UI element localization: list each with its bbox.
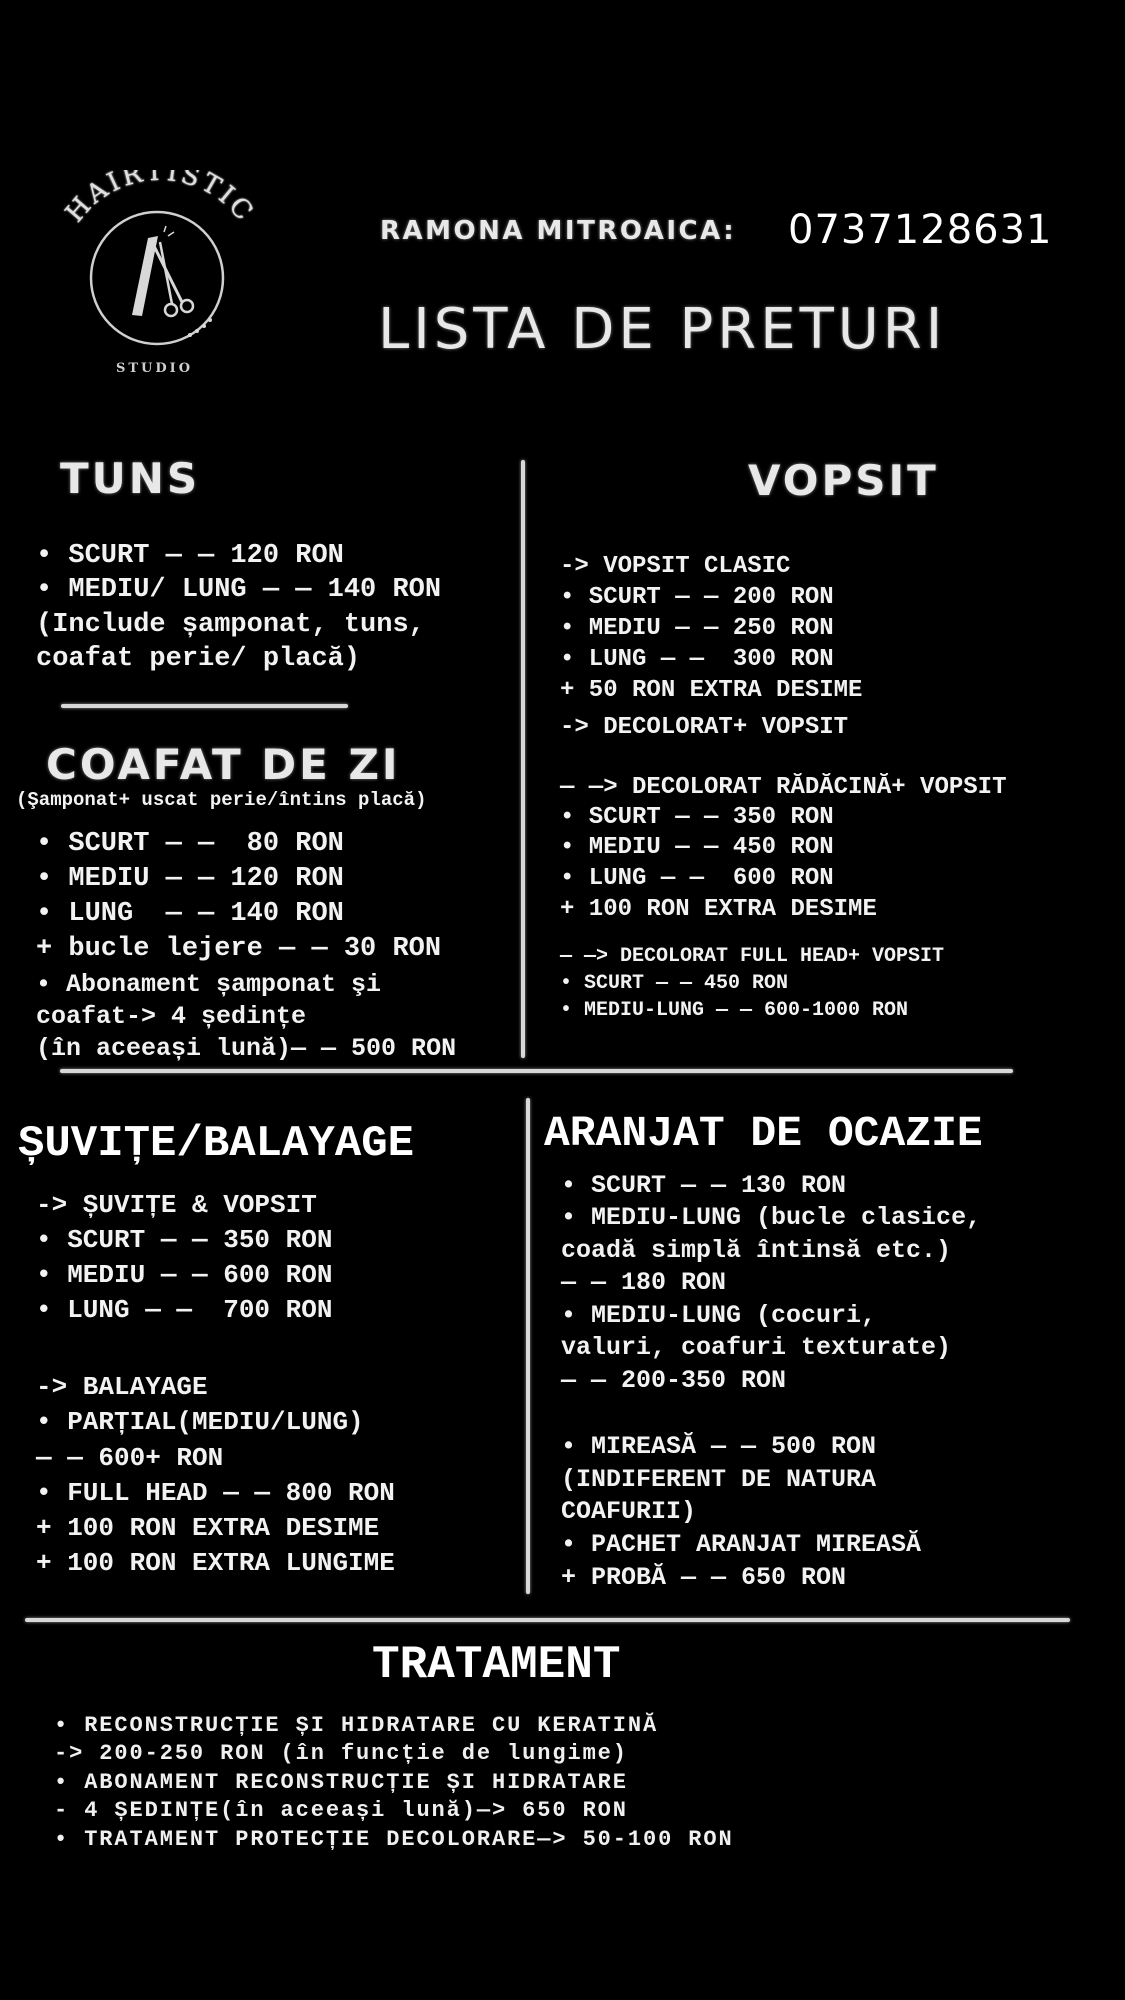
hairtistic-logo-icon: [40, 170, 280, 390]
list-item: • MEDIU-LUNG (cocuri,: [561, 1301, 877, 1330]
divider-tuns: [61, 704, 348, 708]
list-item: + 100 RON EXTRA DESIME: [560, 896, 877, 923]
column-divider-top: [521, 460, 525, 1058]
list-item: -> DECOLORAT+ VOPSIT: [560, 714, 849, 741]
column-divider-bottom: [526, 1098, 530, 1594]
list-item: (INDIFERENT DE NATURA: [561, 1465, 877, 1494]
logo-studio-text: STUDIO: [116, 361, 194, 376]
list-item: • MEDIU-LUNG (bucle clasice,: [561, 1203, 982, 1232]
page-title: LISTA DE PRETURI: [378, 297, 947, 362]
list-item: — — 180 RON: [561, 1268, 727, 1297]
list-item: valuri, coafuri texturate): [561, 1333, 952, 1362]
list-item: • SCURT — — 350 RON: [560, 804, 834, 831]
list-item: (în aceeași lună)— — 500 RON: [36, 1034, 457, 1063]
coafat-subtitle: (Şamponat+ uscat perie/întins placă): [16, 789, 427, 811]
list-item: • LUNG — — 700 RON: [36, 1295, 333, 1325]
divider-bottom: [25, 1618, 1070, 1622]
phone-number[interactable]: 0737128631: [788, 207, 1053, 253]
list-item: — —> DECOLORAT FULL HEAD+ VOPSIT: [560, 945, 945, 968]
list-item: • SCURT — — 200 RON: [560, 584, 834, 611]
list-item: • TRATAMENT PROTECȚIE DECOLORARE—> 50-100 RON: [54, 1827, 734, 1852]
list-item: -> VOPSIT CLASIC: [560, 553, 791, 580]
list-item: -> ȘUVIȚE & VOPSIT: [36, 1190, 317, 1220]
list-item: • MIREASĂ — — 500 RON: [561, 1432, 877, 1461]
list-item: — — 600+ RON: [36, 1443, 224, 1473]
section-title-tratament: TRATAMENT: [372, 1639, 621, 1691]
list-item: (Include șamponat, tuns,: [36, 610, 425, 640]
list-item: — — 200-350 RON: [561, 1366, 787, 1395]
list-item: • SCURT — — 80 RON: [36, 829, 344, 859]
list-item: coadă simplă întinsă etc.): [561, 1236, 952, 1265]
section-title-coafat: COAFAT DE ZI: [46, 740, 401, 789]
list-item: • SCURT — — 450 RON: [560, 972, 789, 995]
list-item: -> 200-250 RON (în funcție de lungime): [54, 1741, 628, 1766]
list-item: + bucle lejere — — 30 RON: [36, 934, 442, 964]
list-item: • SCURT — — 130 RON: [561, 1171, 847, 1200]
list-item: + 100 RON EXTRA LUNGIME: [36, 1548, 395, 1578]
section-title-tuns: TUNS: [60, 454, 201, 503]
list-item: • LUNG — — 140 RON: [36, 899, 344, 929]
list-item: • MEDIU — — 600 RON: [36, 1260, 333, 1290]
list-item: • FULL HEAD — — 800 RON: [36, 1478, 395, 1508]
list-item: + 100 RON EXTRA DESIME: [36, 1513, 380, 1543]
list-item: • PARȚIAL(MEDIU/LUNG): [36, 1407, 364, 1437]
list-item: COAFURII): [561, 1497, 697, 1526]
list-item: • MEDIU-LUNG — — 600-1000 RON: [560, 999, 909, 1022]
list-item: • RECONSTRUCȚIE ȘI HIDRATARE CU KERATINĂ: [54, 1713, 659, 1738]
logo: [40, 170, 280, 390]
list-item: + PROBĂ — — 650 RON: [561, 1563, 847, 1592]
list-item: + 50 RON EXTRA DESIME: [560, 677, 863, 704]
svg-text:HAIRTISTIC: HAIRTISTIC: [59, 170, 261, 229]
list-item: • SCURT — — 120 RON: [36, 541, 344, 571]
list-item: • SCURT — — 350 RON: [36, 1225, 333, 1255]
list-item: -> BALAYAGE: [36, 1372, 208, 1402]
section-title-suvite: ȘUVIȚE/BALAYAGE: [18, 1119, 415, 1169]
list-item: • MEDIU — — 450 RON: [560, 834, 834, 861]
divider-middle: [60, 1069, 1013, 1073]
list-item: - 4 ȘEDINȚE(în aceeași lună)—> 650 RON: [54, 1798, 628, 1823]
list-item: • MEDIU — — 250 RON: [560, 615, 834, 642]
list-item: • MEDIU/ LUNG — — 140 RON: [36, 575, 442, 605]
list-item: • PACHET ARANJAT MIREASĂ: [561, 1530, 922, 1559]
list-item: • LUNG — — 300 RON: [560, 646, 834, 673]
list-item: • ABONAMENT RECONSTRUCȚIE ȘI HIDRATARE: [54, 1770, 628, 1795]
list-item: • Abonament șamponat şi: [36, 970, 382, 999]
list-item: coafat perie/ placă): [36, 644, 361, 674]
contact-label: RAMONA MITROAICA:: [380, 216, 737, 246]
list-item: — —> DECOLORAT RĂDĂCINĂ+ VOPSIT: [560, 774, 1007, 801]
list-item: • MEDIU — — 120 RON: [36, 864, 344, 894]
section-title-aranjat: ARANJAT DE OCAZIE: [544, 1109, 983, 1158]
list-item: • LUNG — — 600 RON: [560, 865, 834, 892]
list-item: coafat-> 4 ședințe: [36, 1002, 307, 1031]
section-title-vopsit: VOPSIT: [748, 456, 939, 505]
